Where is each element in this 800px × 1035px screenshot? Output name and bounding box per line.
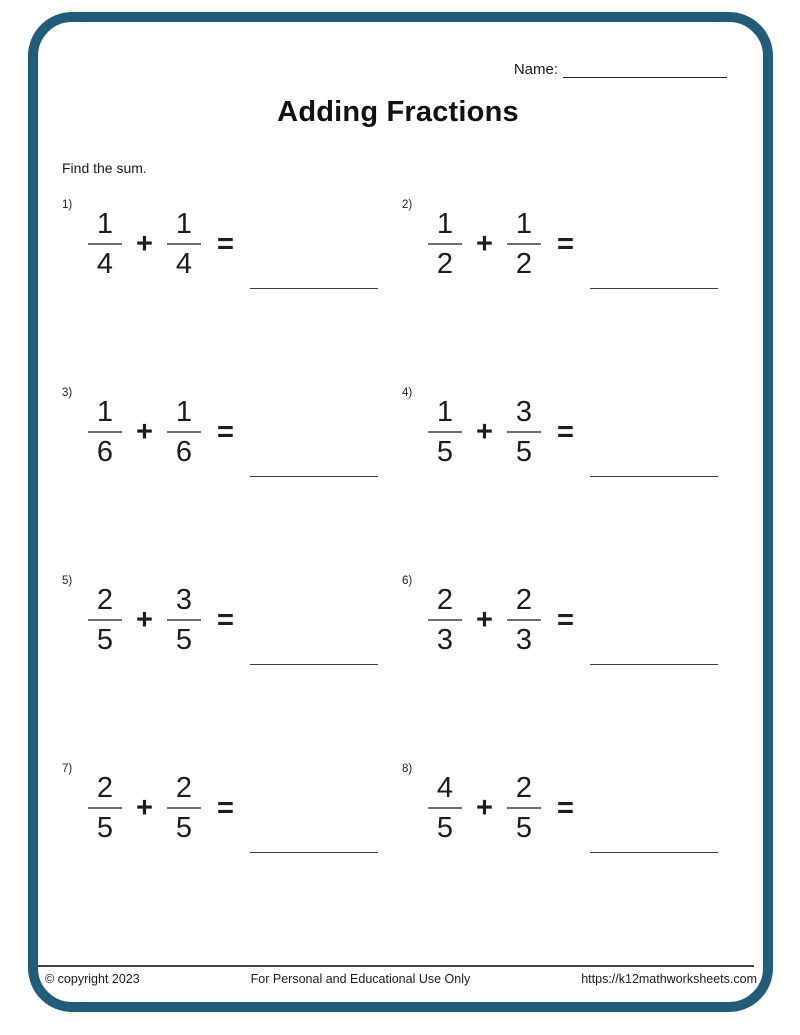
denominator: 4 <box>96 248 114 280</box>
equals-sign: = <box>216 791 234 824</box>
problem-number: 6) <box>402 575 413 587</box>
fraction-2 <box>167 395 201 469</box>
problem-number: 5) <box>62 575 73 587</box>
problem-6 <box>402 575 742 763</box>
footer-divider <box>38 965 754 967</box>
plus-operator: + <box>136 415 153 448</box>
fraction-1 <box>428 771 462 845</box>
problem-number: 3) <box>62 387 73 399</box>
problem-number: 1) <box>62 199 73 211</box>
fraction-bar <box>507 807 541 809</box>
plus-operator: + <box>136 791 153 824</box>
numerator: 2 <box>96 772 114 804</box>
fraction-bar <box>88 431 122 433</box>
answer-blank <box>250 664 378 665</box>
plus-operator: + <box>476 791 493 824</box>
problem-3 <box>62 387 402 575</box>
denominator: 6 <box>96 436 114 468</box>
equals-sign: = <box>556 791 574 824</box>
denominator: 5 <box>515 812 532 844</box>
equation <box>88 771 402 845</box>
numerator: 1 <box>175 208 192 240</box>
fraction-bar <box>428 619 462 621</box>
denominator: 5 <box>515 436 532 468</box>
problem-4 <box>402 387 742 575</box>
numerator: 1 <box>436 208 454 240</box>
fraction-1 <box>88 771 122 845</box>
fraction-bar <box>428 807 462 809</box>
equals-sign: = <box>556 603 574 636</box>
fraction-2 <box>167 771 201 845</box>
denominator: 2 <box>515 248 532 280</box>
numerator: 2 <box>515 772 532 804</box>
problem-2 <box>402 199 742 387</box>
numerator: 1 <box>436 396 454 428</box>
equation <box>428 583 742 657</box>
equation <box>88 395 402 469</box>
equals-sign: = <box>216 227 234 260</box>
equation <box>88 583 402 657</box>
fraction-1 <box>88 395 122 469</box>
denominator: 6 <box>175 436 192 468</box>
numerator: 2 <box>436 584 454 616</box>
problem-1 <box>62 199 402 387</box>
problem-number: 8) <box>402 763 413 775</box>
answer-blank <box>250 288 378 289</box>
equation <box>428 771 742 845</box>
denominator: 5 <box>436 436 454 468</box>
fraction-1 <box>88 207 122 281</box>
denominator: 5 <box>96 812 114 844</box>
plus-operator: + <box>476 415 493 448</box>
plus-operator: + <box>476 227 493 260</box>
page-title: Adding Fractions <box>277 96 519 128</box>
answer-blank <box>590 664 718 665</box>
numerator: 2 <box>515 584 532 616</box>
fraction-2 <box>167 583 201 657</box>
fraction-bar <box>428 243 462 245</box>
numerator: 1 <box>175 396 192 428</box>
fraction-bar <box>167 243 201 245</box>
numerator: 2 <box>96 584 114 616</box>
problems-grid <box>62 199 742 951</box>
instruction-text: Find the sum. <box>62 160 147 176</box>
denominator: 5 <box>96 624 114 656</box>
fraction-bar <box>167 431 201 433</box>
numerator: 3 <box>515 396 532 428</box>
fraction-bar <box>428 431 462 433</box>
fraction-2 <box>507 771 541 845</box>
fraction-2 <box>507 395 541 469</box>
footer-copyright: © copyright 2023 <box>45 972 140 986</box>
equation <box>88 207 402 281</box>
denominator: 5 <box>175 624 192 656</box>
equals-sign: = <box>556 227 574 260</box>
fraction-2 <box>507 583 541 657</box>
fraction-bar <box>88 619 122 621</box>
fraction-1 <box>88 583 122 657</box>
fraction-bar <box>167 619 201 621</box>
plus-operator: + <box>136 603 153 636</box>
answer-blank <box>590 476 718 477</box>
numerator: 4 <box>436 772 454 804</box>
denominator: 5 <box>175 812 192 844</box>
fraction-bar <box>88 243 122 245</box>
equals-sign: = <box>216 603 234 636</box>
problem-5 <box>62 575 402 763</box>
numerator: 1 <box>96 208 114 240</box>
name-blank-line <box>563 58 727 78</box>
answer-blank <box>590 852 718 853</box>
equation <box>428 207 742 281</box>
equals-sign: = <box>216 415 234 448</box>
problem-number: 2) <box>402 199 413 211</box>
fraction-bar <box>507 431 541 433</box>
plus-operator: + <box>136 227 153 260</box>
footer-usage-note: For Personal and Educational Use Only <box>250 972 471 986</box>
name-field <box>514 58 727 78</box>
fraction-2 <box>167 207 201 281</box>
answer-blank <box>590 288 718 289</box>
fraction-1 <box>428 583 462 657</box>
denominator: 2 <box>436 248 454 280</box>
problem-7 <box>62 763 402 951</box>
problem-number: 4) <box>402 387 413 399</box>
fraction-1 <box>428 207 462 281</box>
equals-sign: = <box>556 415 574 448</box>
footer <box>45 972 757 986</box>
fraction-bar <box>507 243 541 245</box>
numerator: 2 <box>175 772 192 804</box>
denominator: 3 <box>515 624 532 656</box>
denominator: 5 <box>436 812 454 844</box>
fraction-bar <box>507 619 541 621</box>
answer-blank <box>250 852 378 853</box>
numerator: 1 <box>515 208 532 240</box>
footer-url: https://k12mathworksheets.com <box>581 972 757 986</box>
equation <box>428 395 742 469</box>
fraction-2 <box>507 207 541 281</box>
name-label: Name: <box>513 61 558 78</box>
numerator: 3 <box>175 584 192 616</box>
plus-operator: + <box>476 603 493 636</box>
denominator: 4 <box>175 248 192 280</box>
denominator: 3 <box>436 624 454 656</box>
fraction-bar <box>88 807 122 809</box>
numerator: 1 <box>96 396 114 428</box>
answer-blank <box>250 476 378 477</box>
problem-number: 7) <box>62 763 73 775</box>
problem-8 <box>402 763 742 951</box>
fraction-1 <box>428 395 462 469</box>
fraction-bar <box>167 807 201 809</box>
